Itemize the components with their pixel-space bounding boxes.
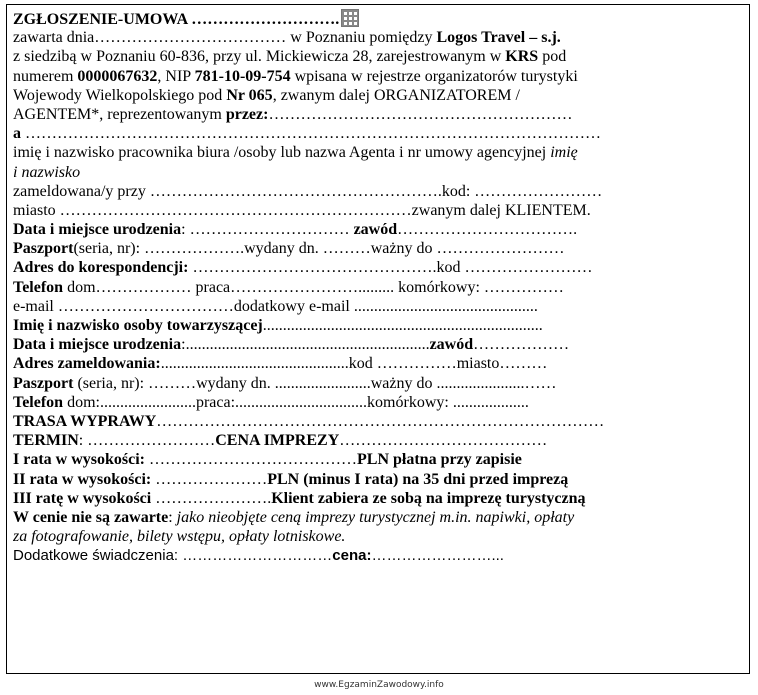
text: , zwanym dalej ORGANIZATOREM / [272, 86, 520, 104]
label: Adres do korespondencji: [13, 259, 189, 277]
label: Paszport [13, 374, 74, 392]
label: zawód [353, 221, 398, 239]
label: TRASA WYPRAWY [13, 412, 157, 430]
text: ……………………………………….kod …………………… [188, 259, 593, 277]
registry-number: Nr 065 [226, 86, 273, 104]
line-5 [13, 105, 743, 124]
label: Telefon [13, 278, 64, 296]
label: PLN płatna przy zapisie [357, 451, 522, 469]
text: Wojewody Wielkopolskiego pod [13, 86, 227, 104]
label: II rata w wysokości: [13, 470, 152, 488]
form-title: ZGŁOSZENIE-UMOWA ………………………. [13, 11, 340, 28]
line-21 [13, 412, 743, 431]
line-11 [13, 220, 743, 239]
text: zawarta dnia……………………………… w Poznaniu pomiędzy [13, 29, 437, 47]
fill-in-dots: ………………………………………………………………………… [156, 412, 605, 430]
footer-watermark: www.EgzaminZawodowy.info [314, 680, 444, 690]
line-15 [13, 297, 743, 316]
nip-number: 781-10-09-754 [194, 67, 291, 85]
line-26 [13, 508, 743, 527]
fill-in-dots: : …………………… [78, 432, 216, 450]
line-22 [13, 431, 743, 450]
label: Imię i nazwisko osoby towarzyszącej [13, 317, 263, 334]
line-3 [13, 67, 743, 86]
fill-in-dots: ………………………………… [339, 432, 548, 450]
text: pod [538, 48, 567, 66]
label: Klient zabiera ze sobą na imprezę turystyczną [271, 489, 586, 507]
fill-in-dots: ………………………………………………… [268, 105, 573, 123]
fill-in-dots: ……………… [473, 336, 570, 354]
text: Dodatkowe świadczenia: ………………………… [13, 547, 333, 565]
form-title-line [13, 9, 743, 28]
line-20 [13, 393, 743, 412]
text: zameldowana/y przy ……………………………………………….kod: …………………… [13, 182, 603, 200]
line-16 [13, 316, 743, 335]
company-name: Logos Travel – s.j. [436, 29, 561, 47]
text: dom……………… praca……………………......... komórkowy: …………… [63, 278, 564, 296]
qr-code-icon [341, 9, 359, 27]
line-14 [13, 278, 743, 297]
label: I rata w wysokości: [13, 451, 145, 469]
line-25 [13, 489, 743, 508]
text: AGENTEM*, reprezentowanym [13, 105, 226, 123]
line-13 [13, 258, 743, 277]
line-19 [13, 374, 743, 393]
label: CENA IMPREZY [215, 432, 340, 450]
line-28 [13, 546, 743, 565]
line-12 [13, 239, 743, 258]
fill-in-dots: ……………………………. [397, 221, 578, 239]
label: Telefon [13, 393, 64, 411]
text: imię i nazwisko pracownika biura /osoby lub nazwa Agenta i nr umowy agencyjnej [13, 144, 551, 162]
fill-in-dots: ……………………... [371, 547, 504, 565]
label: cena: [332, 547, 372, 565]
fill-in-dots: ...................................................................... [262, 317, 543, 334]
line-27 [13, 527, 743, 546]
label: a [13, 125, 21, 143]
text: : [168, 508, 177, 526]
text: e-mail ……………………………dodatkowy e-mail .............................................. [13, 297, 538, 315]
italic-text: i nazwisko [13, 163, 81, 181]
label: PLN (minus I rata) na 35 dni przed imprezą [267, 470, 569, 488]
label: Data i miejsce urodzenia [13, 221, 182, 239]
text: miasto …………………………………………………………zwanym dalej KLIENTEM. [13, 201, 591, 219]
fill-in-dots: ………………… [151, 470, 268, 488]
label: TERMIN [13, 432, 79, 450]
italic-text: jako nieobjęte ceną imprezy turystycznej m.in. napiwki, opłaty [176, 508, 575, 526]
text: z siedzibą w Poznaniu 60-836, przy ul. Mickiewicza 28, zarejestrowanym w [13, 48, 506, 66]
krs-label: KRS [505, 48, 539, 66]
line-4 [13, 86, 743, 105]
form-content [13, 9, 743, 565]
text: numerem [13, 67, 78, 85]
line-23 [13, 450, 743, 469]
fill-in-dots: ………………………………… [145, 451, 357, 469]
line-7 [13, 143, 743, 162]
italic-text: imię [550, 144, 578, 162]
line-6 [13, 124, 743, 143]
text: (seria, nr): ………wydany dn. ........................ważny do ......................…… [73, 374, 557, 392]
label: zawód [429, 336, 474, 354]
label: Adres zameldowania: [13, 355, 161, 373]
label: przez: [225, 105, 269, 123]
line-10 [13, 201, 743, 220]
line-18 [13, 354, 743, 373]
fill-in-dots: …………………. [151, 489, 272, 507]
fill-in-dots: : ………………………… [181, 221, 354, 239]
label: Paszport [13, 240, 74, 258]
krs-number: 0000067632 [77, 67, 158, 85]
line-17 [13, 335, 743, 354]
text: wpisana w rejestrze organizatorów turystyki [290, 67, 578, 85]
text: , NIP [157, 67, 195, 85]
label: W cenie nie są zawarte [13, 508, 169, 526]
fill-in-dots: :............................................................. [181, 336, 430, 354]
italic-text: za fotografowanie, bilety wstępu, opłaty lotniskowe. [13, 528, 346, 546]
line-24 [13, 470, 743, 489]
text: dom:........................praca:.................................komórkowy: ................... [63, 393, 529, 411]
label: III ratę w wysokości [13, 489, 152, 507]
label: Data i miejsce urodzenia [13, 336, 182, 354]
line-9 [13, 182, 743, 201]
line-1 [13, 28, 743, 47]
text: ...............................................kod ……………miasto……… [160, 355, 548, 373]
line-8 [13, 163, 743, 182]
line-2 [13, 47, 743, 66]
text: (seria, nr): ……………….wydany dn. ………ważny do …………………… [73, 240, 565, 258]
fill-in-dots: ……………………………………………………………………………………………… [21, 125, 601, 143]
